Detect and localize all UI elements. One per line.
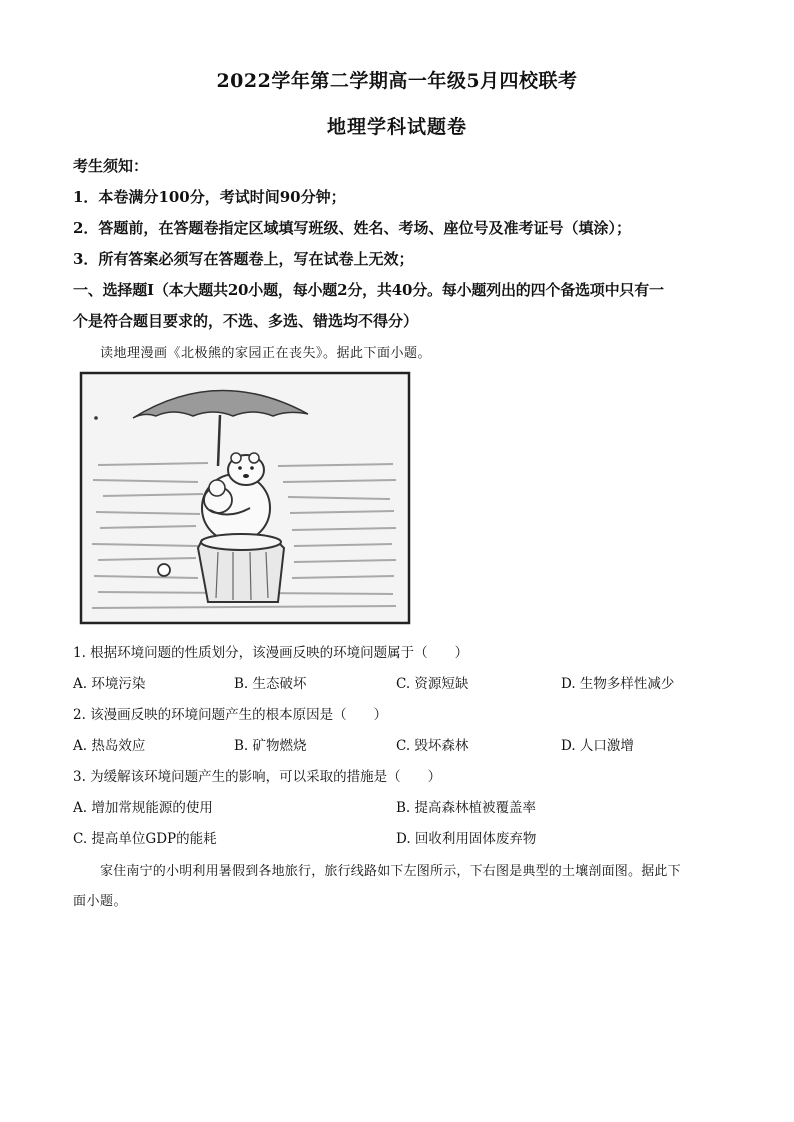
section1-instruction-line2: 个是符合题目要求的，不选、多选、错选均不得分）: [73, 312, 419, 330]
notice-item-1: 1．本卷满分100分，考试时间90分钟；: [73, 188, 346, 206]
question-3-option-a: A. 增加常规能源的使用: [73, 800, 213, 816]
question-2-option-c: C. 毁坏森林: [396, 738, 469, 754]
question-3-option-c: C. 提高单位GDP的能耗: [73, 831, 217, 847]
notice-heading: 考生须知：: [73, 157, 149, 175]
question-3-option-b: B. 提高森林植被覆盖率: [396, 800, 537, 816]
question-3-stem: 3. 为缓解该环境问题产生的影响，可以采取的措施是（ ）: [73, 769, 442, 785]
question-2-stem: 2. 该漫画反映的环境问题产生的根本原因是（ ）: [73, 707, 388, 723]
exam-subtitle: 地理学科试题卷: [326, 116, 467, 138]
question-2-option-b: B. 矿物燃烧: [234, 738, 307, 754]
question-1-option-b: B. 生态破坏: [234, 676, 307, 692]
group1-intro: 读地理漫画《北极熊的家园正在丧失》。据此下面小题。: [100, 346, 432, 361]
group2-intro-line1: 家住南宁的小明利用暑假到各地旅行，旅行线路如下左图所示，下右图是典型的土壤剖面图。据此下: [100, 864, 681, 879]
group2-intro-line2: 面小题。: [73, 894, 128, 909]
question-3-option-d: D. 回收利用固体废弃物: [396, 831, 537, 847]
section1-instruction-line1: 一、选择题Ⅰ（本大题共20小题，每小题2分，共40分。每小题列出的四个备选项中只有一: [73, 281, 664, 299]
polar-bear-cartoon: [78, 370, 412, 626]
question-1-option-d: D. 生物多样性减少: [561, 676, 675, 692]
question-2-option-d: D. 人口激增: [561, 738, 634, 754]
exam-title: 2022学年第二学期高一年级5月四校联考: [216, 70, 578, 92]
question-1-option-a: A. 环境污染: [73, 676, 146, 692]
notice-item-3: 3．所有答案必须写在答题卷上，写在试卷上无效；: [73, 250, 414, 268]
notice-item-2: 2．答题前，在答题卷指定区域填写班级、姓名、考场、座位号及准考证号（填涂）；: [73, 219, 631, 237]
question-1-stem: 1. 根据环境问题的性质划分，该漫画反映的环境问题属于（ ）: [73, 645, 469, 661]
question-2-option-a: A. 热岛效应: [73, 738, 146, 754]
question-1-option-c: C. 资源短缺: [396, 676, 469, 692]
